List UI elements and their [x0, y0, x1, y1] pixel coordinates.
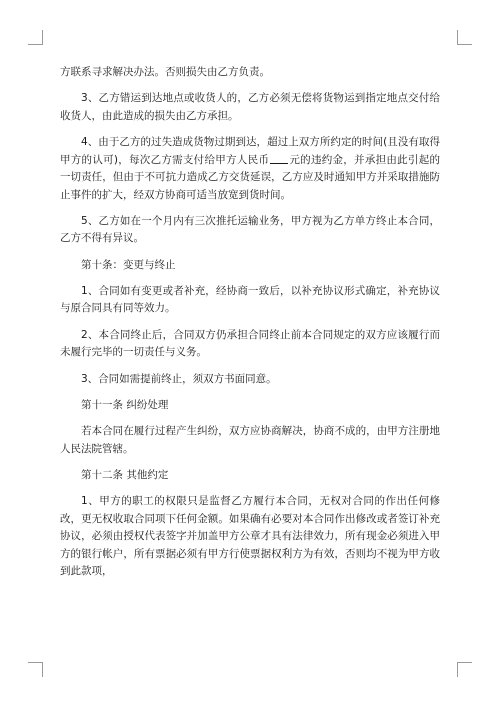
section-heading-article-10: 第十条：变更与终止 — [81, 258, 176, 271]
paragraph-article-12-item-1: 1、甲方的职工的权限只是监督乙方履行本合同，无权对合同的作出任何修改，更无权收取合同项下任何金额。如果确有必要对本合同作出修改或者签订补充协议，必须由授权代表签字并加盖甲方公章才具有法律效力，所有现金必须进入甲方的银行帐户，所有票据必须有甲方行使票据权利方为有效，否则均不视为甲方收到此款项， — [60, 495, 440, 578]
clause-4-text-after: 元的违约金，并承担由此引起的一切责任，但由于不可抗力造成乙方交货延误，乙方应及时通知甲方并采取措施防止事件的扩大，经双方协商可适当放宽到货时间。 — [60, 153, 440, 201]
paragraph-article-11-dispute: 若本合同在履行过程产生纠纷，双方应协商解决，协商不成的，由甲方注册地人民法院管辖。 — [60, 425, 440, 455]
crop-mark-top-right — [457, 30, 472, 45]
section-heading-article-11: 第十一条 纠纷处理 — [81, 398, 169, 411]
document-body — [60, 64, 440, 590]
paragraph-article-10-item-2: 2、本合同终止后，合同双方仍承担合同终止前本合同规定的双方应该履行而未履行完毕的一切责任与义务。 — [60, 328, 440, 359]
paragraph-article-10-item-1: 1、合同如有变更或者补充，经协商一致后，以补充协议形式确定，补充协议与原合同具有同等效力。 — [60, 284, 440, 315]
paragraph-clause-5-refusal: 5、乙方如在一个月内有三次推托运输业务，甲方视为乙方单方终止本合同，乙方不得有异议。 — [60, 214, 440, 245]
crop-mark-top-left — [28, 30, 43, 45]
paragraph-clause-4-late-delivery — [60, 134, 440, 204]
paragraph-continuation: 方联系寻求解决办法。否则损失由乙方负责。 — [60, 66, 270, 78]
section-heading-article-12: 第十二条 其他约定 — [81, 468, 169, 481]
paragraph-article-10-item-3: 3、合同如需提前终止，须双方书面同意。 — [81, 372, 277, 385]
amount-blank-line — [270, 152, 288, 164]
clause-4-text-before: 4、由于乙方的过失造成货物过期到达，超过上双方所约定的时间(且没有取得甲方的认可)，每次乙方需支付给甲方人民币 — [60, 136, 440, 166]
paragraph-clause-3-misdelivery: 3、乙方错运到达地点或收货人的，乙方必须无偿将货物运到指定地点交付给收货人，由此造成的损失由乙方承担。 — [60, 92, 440, 122]
crop-mark-bottom-left — [28, 662, 43, 677]
crop-mark-bottom-right — [457, 662, 472, 677]
